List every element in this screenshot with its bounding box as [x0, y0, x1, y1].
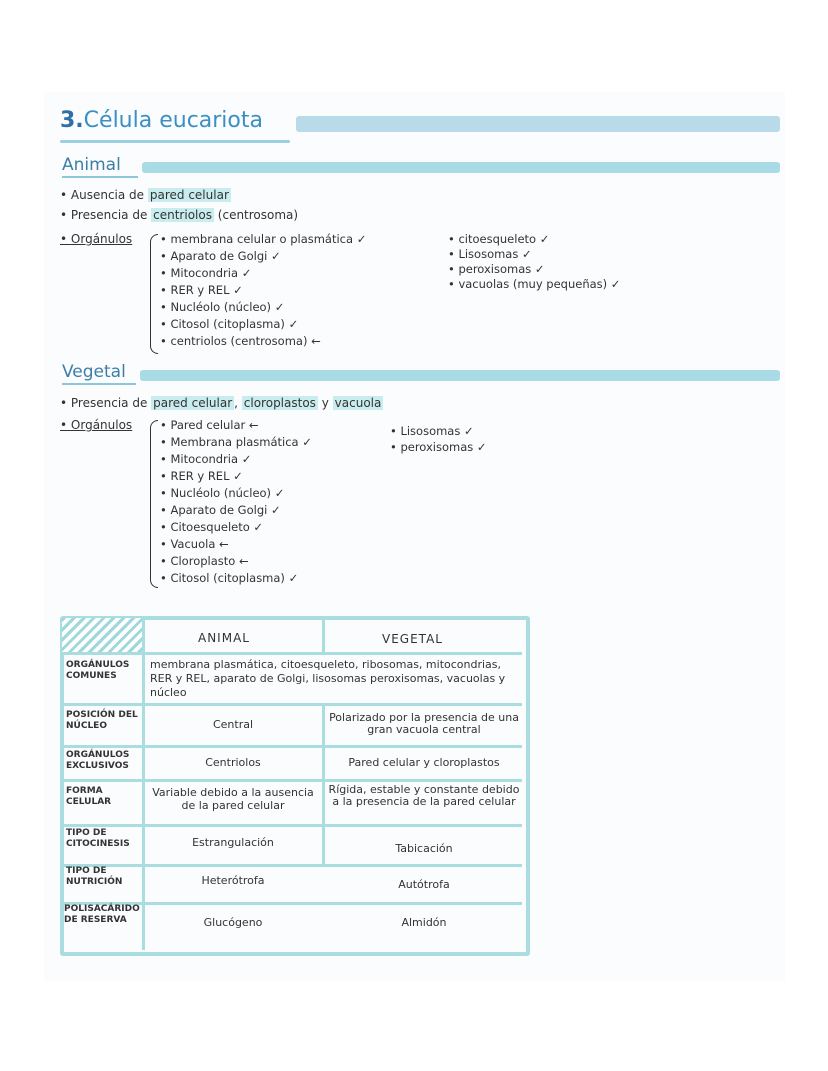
animal-brace	[150, 234, 158, 354]
vegetal-organelle-list-right	[390, 424, 487, 456]
vegetal-organelle-list	[160, 418, 312, 588]
highlight-centriolos: centriolos	[153, 208, 212, 222]
table-divider	[62, 779, 522, 782]
cell-vegetal-nutricion: Autótrofa	[398, 878, 450, 891]
animal-line-1: • Ausencia de pared celular	[60, 188, 229, 202]
page-title	[60, 108, 263, 133]
table-divider	[62, 703, 522, 706]
cell-animal-polisacarido: Glucógeno	[203, 916, 263, 929]
vegetal-heading-underline	[62, 383, 136, 385]
cell-vegetal-polisacarido: Almidón	[401, 916, 447, 929]
list-item: • Mitocondria ✓	[160, 266, 252, 280]
list-item: • Vacuola ←	[160, 537, 229, 551]
table-divider	[62, 652, 522, 655]
animal-line-2: • Presencia de centriolos (centrosoma)	[60, 208, 299, 222]
list-item: • Pared celular ←	[160, 418, 259, 432]
animal-heading-underline	[62, 176, 138, 178]
list-item: • centriolos (centrosoma) ←	[160, 334, 321, 348]
list-item: • RER y REL ✓	[160, 469, 243, 483]
list-item: • Mitocondria ✓	[160, 452, 252, 466]
cell-animal-organulos-exclusivos: Centriolos	[205, 756, 261, 769]
highlight-pared-celular: pared celular	[149, 188, 229, 202]
list-item: • Nucléolo (núcleo) ✓	[160, 486, 285, 500]
animal-heading: Animal	[62, 155, 121, 175]
row-label-organulos-comunes: ORGÁNULOS COMUNES	[66, 660, 130, 681]
row-label-forma-celular: FORMA CELULAR	[66, 786, 112, 807]
cell-vegetal-forma-celular: Rígida, estable y constante debido a la presencia de la pared celular	[328, 783, 520, 808]
animal-organelle-list-right	[448, 232, 620, 292]
list-item: • Lisosomas ✓	[390, 424, 474, 438]
cell-animal-forma-celular: Variable debido a la ausencia de la pared celular	[152, 786, 314, 812]
list-item: • Cloroplasto ←	[160, 554, 249, 568]
cell-vegetal-organulos-exclusivos: Pared celular y cloroplastos	[348, 756, 500, 769]
list-item: • membrana celular o plasmática ✓	[160, 232, 367, 246]
highlight-cloroplastos: cloroplastos	[243, 396, 316, 410]
list-item: • Citosol (citoplasma) ✓	[160, 317, 299, 331]
row-label-tipo-citocinesis: TIPO DE CITOCINESIS	[66, 828, 130, 849]
highlight-pared-celular: pared celular	[153, 396, 233, 410]
list-item: • Lisosomas ✓	[448, 247, 532, 261]
list-item: • peroxisomas ✓	[448, 262, 545, 276]
title-number: 3.	[60, 108, 84, 133]
table-divider	[62, 745, 522, 748]
title-text: Célula eucariota	[83, 108, 263, 133]
cell-animal-nutricion: Heterótrofa	[201, 874, 265, 887]
list-item: • RER y REL ✓	[160, 283, 243, 297]
row-label-organulos-exclusivos: ORGÁNULOS EXCLUSIVOS	[66, 750, 130, 771]
vegetal-line-1: • Presencia de pared celular , cloroplastos y vacuola	[60, 396, 382, 410]
table-divider	[322, 704, 325, 864]
list-item: • peroxisomas ✓	[390, 440, 487, 454]
row-label-tipo-nutricion: TIPO DE NUTRICIÓN	[66, 866, 123, 887]
vegetal-heading-bar	[140, 370, 780, 381]
animal-heading-bar	[142, 162, 780, 173]
table-divider	[142, 618, 145, 950]
row-label-posicion-nucleo: POSICIÓN DEL NÚCLEO	[66, 710, 138, 731]
list-item: • Membrana plasmática ✓	[160, 435, 312, 449]
table-corner-hatch	[62, 618, 142, 652]
list-item: • Citosol (citoplasma) ✓	[160, 571, 299, 585]
list-item: • Aparato de Golgi ✓	[160, 503, 281, 517]
title-underline	[60, 140, 290, 143]
cell-vegetal-citocinesis: Tabicación	[395, 842, 453, 855]
table-divider	[62, 824, 522, 827]
animal-organulos-label: • Orgánulos	[60, 232, 133, 246]
highlight-vacuola: vacuola	[334, 396, 382, 410]
cell-vegetal-posicion-nucleo: Polarizado por la presencia de una gran vacuola central	[329, 711, 519, 736]
vegetal-organulos-label: • Orgánulos	[60, 418, 133, 432]
list-item: • Aparato de Golgi ✓	[160, 249, 281, 263]
vegetal-brace	[150, 420, 158, 588]
title-highlight-bar	[296, 116, 780, 132]
list-item: • Citoesqueleto ✓	[160, 520, 264, 534]
animal-organelle-list	[160, 232, 366, 351]
row-label-polisacarido-reserva: POLISACÁRIDO DE RESERVA	[64, 904, 140, 925]
list-item: • Nucléolo (núcleo) ✓	[160, 300, 285, 314]
cell-organulos-comunes: membrana plasmática, citoesqueleto, ribosomas, mitocondrias, RER y REL, aparato de Golgi, lisosomas peroxisomas, vacuolas y núcleo	[150, 658, 506, 699]
cell-animal-citocinesis: Estrangulación	[192, 836, 274, 849]
list-item: • citoesqueleto ✓	[448, 232, 550, 246]
table-divider	[322, 618, 325, 654]
list-item: • vacuolas (muy pequeñas) ✓	[448, 277, 621, 291]
vegetal-heading: Vegetal	[62, 362, 126, 382]
column-header-vegetal: VEGETAL	[382, 632, 443, 646]
column-header-animal: ANIMAL	[198, 631, 250, 645]
cell-animal-posicion-nucleo: Central	[212, 718, 254, 731]
